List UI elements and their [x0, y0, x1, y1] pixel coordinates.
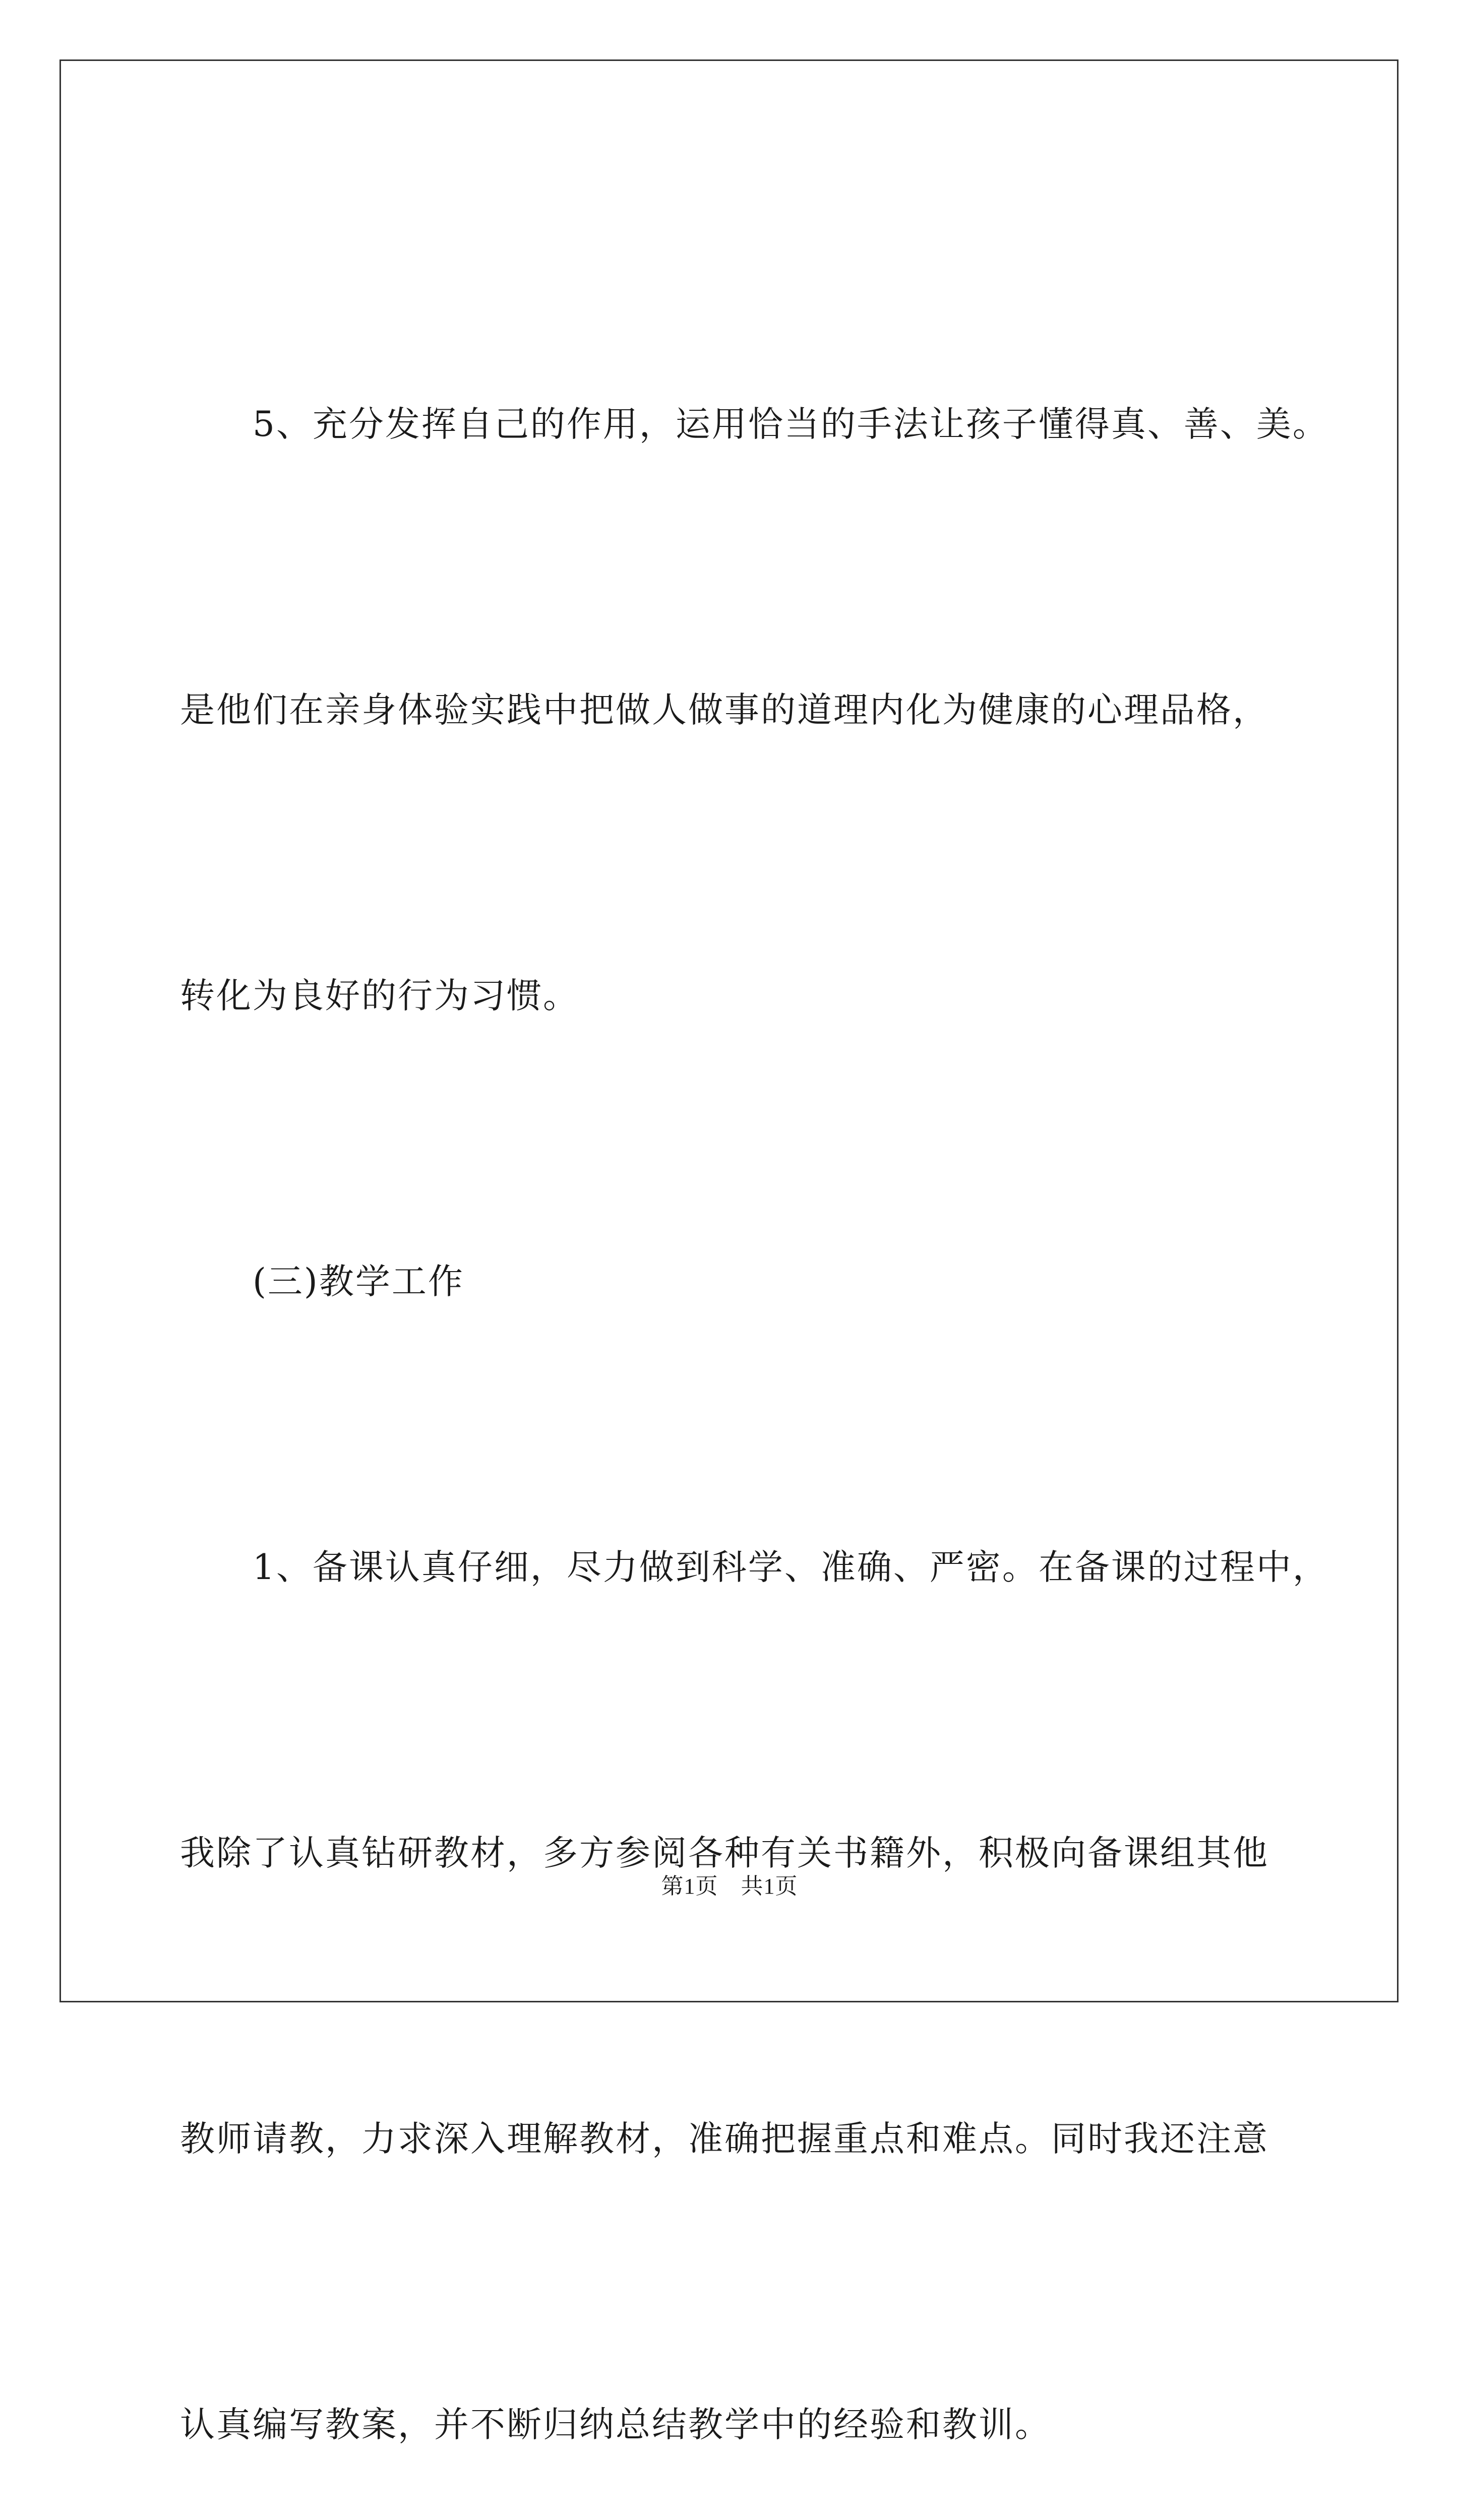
section-heading: (三)教学工作	[180, 1262, 464, 1302]
text-line: 我除了认真钻研教材，多方参阅各种有关书籍外，积极向备课组其他	[180, 1833, 1269, 1873]
body-text	[180, 186, 1329, 2520]
text-line: 5、充分发挥自己的作用，运用恰当的手法让孩子懂得真、善、美。	[180, 404, 1329, 445]
text-line: 转化为良好的行为习惯。	[180, 976, 579, 1016]
text-line: 1、备课认真仔细，尽力做到科学、准确、严密。在备课的过程中，	[180, 1547, 1329, 1588]
text-line: 教师请教，力求深入理解教材，准确把握重点和难点。同时我还注意	[180, 2119, 1269, 2159]
document-body	[180, 186, 1329, 2520]
page-footer: 第1页 共1页	[661, 1874, 798, 1899]
text-line: 是他们在亲身体验实践中把做人做事的道理内化为健康的心理品格，	[180, 690, 1269, 730]
text-line: 认真编写教案，并不断归纳总结教学中的经验和教训。	[180, 2405, 1051, 2445]
